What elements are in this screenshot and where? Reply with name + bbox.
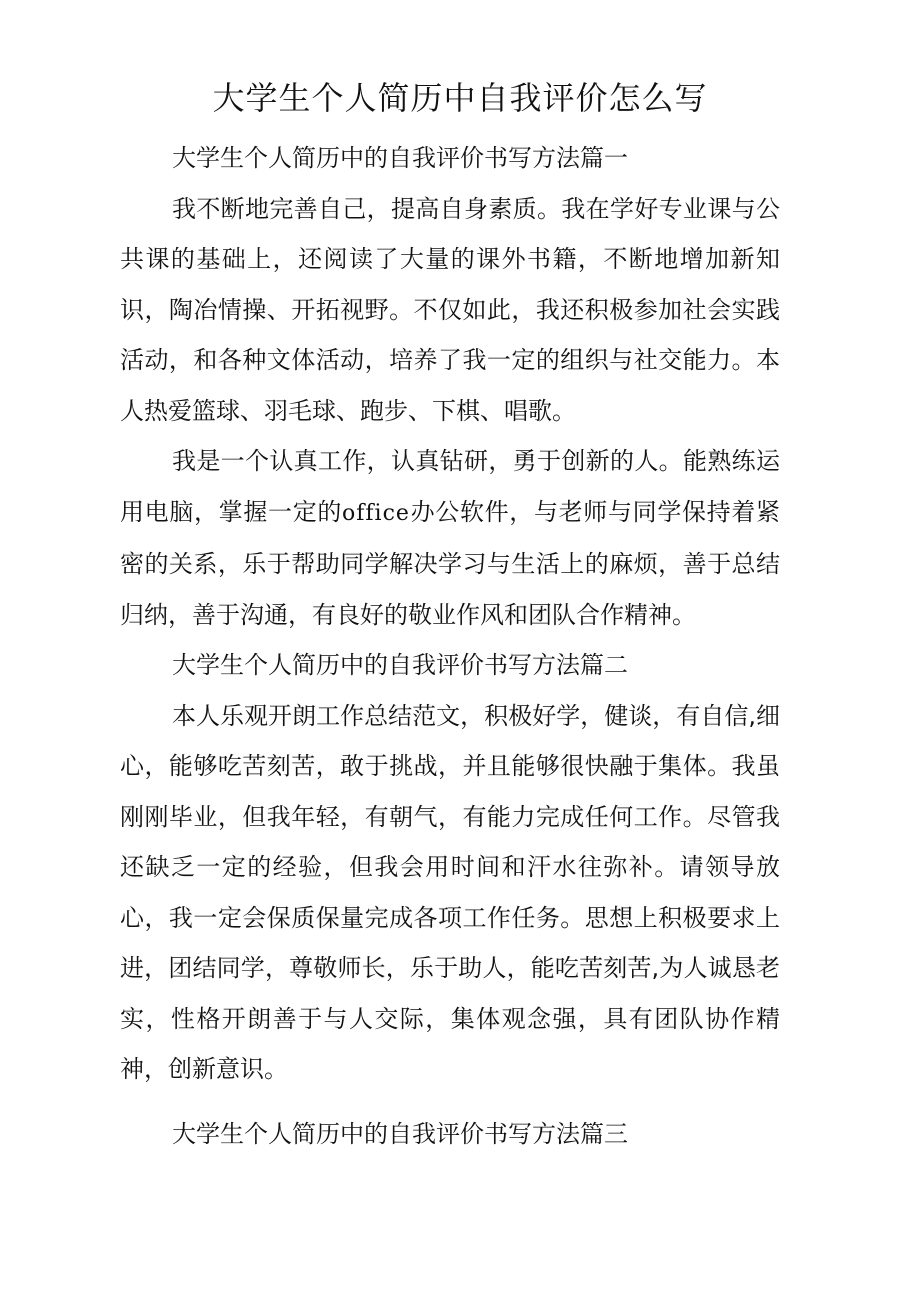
section-heading: 大学生个人简历中的自我评价书写方法篇一 (172, 144, 628, 172)
section-heading: 大学生个人简历中的自我评价书写方法篇三 (172, 1119, 628, 1148)
body-paragraph (120, 436, 780, 640)
body-paragraph: 本人乐观开朗工作总结范文，积极好学，健谈，有自信,细心，能够吃苦刻苦，敢于挑战，并且能够很快融于集体。我虽刚刚毕业，但我年轻，有朝气，有能力完成任何工作。尽管我还缺乏一定的经验，但我会用时间和汗水往弥补。请领导放心，我一定会保质保量完成各项工作任务。思想上积极要求上进，团结同学，尊敬师长，乐于助人，能吃苦刻苦,为人诚恳老实，性格开朗善于与人交际，集体观念强，具有团队协作精神，创新意识。 (120, 701, 780, 1083)
section-heading: 大学生个人简历中的自我评价书写方法篇二 (172, 651, 628, 679)
paragraph-text: 我是一个认真工作，认真钻研，勇于创新的人。能熟练运用电脑，掌握一定的 (120, 447, 780, 526)
paragraph-text: 办公软件，与老师与同学保持着紧密的关系，乐于帮助同学解决学习与生活上的麻烦，善于总结归纳，善于沟通，有良好的敬业作风和团队合作精神。 (120, 497, 781, 629)
section-two (120, 640, 780, 1095)
document-title: 大学生个人简历中自我评价怎么写 (212, 79, 708, 117)
office-term: office (342, 500, 410, 526)
section-spacer (120, 1095, 780, 1109)
section-three (120, 1109, 780, 1160)
document-body (120, 133, 780, 1159)
body-paragraph: 我不断地完善自己，提高自身素质。我在学好专业课与公共课的基础上，还阅读了大量的课外书籍，不断地增加新知识，陶冶情操、开拓视野。不仅如此，我还积极参加社会实践活动，和各种文体活动，培养了我一定的组织与社交能力。本人热爱篮球、羽毛球、跑步、下棋、唱歌。 (120, 194, 780, 425)
section-one (120, 133, 780, 640)
